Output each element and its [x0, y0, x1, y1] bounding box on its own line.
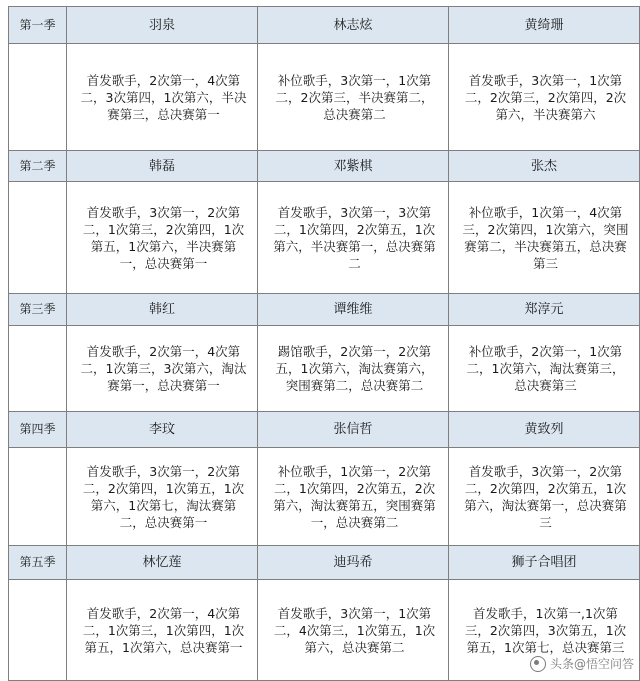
singer-name: 狮子合唱团 [449, 546, 640, 580]
singer-result [67, 326, 258, 412]
singer-result-text: 首发歌手，1次第一,1次第 三，2次第四，3次第五，1次 第五，1次第七，总决赛第三 [455, 605, 636, 656]
empty-cell [9, 326, 67, 412]
singer-result [67, 580, 258, 681]
singer-result-text: 首发歌手，2次第一，4次第 二，1次第三，3次第六，淘汰 赛第一，总决赛第一 [73, 343, 254, 394]
singer-name: 张杰 [449, 151, 640, 182]
singer-name: 郑淳元 [449, 294, 640, 326]
singer-result-text: 补位歌手，3次第一，1次第 二，2次第三，半决赛第二， 总决赛第二 [264, 72, 445, 123]
singer-result [67, 448, 258, 546]
empty-cell [9, 580, 67, 681]
singer-name: 黄致列 [449, 412, 640, 448]
season-label: 第二季 [9, 151, 67, 182]
singer-result [449, 448, 640, 546]
singer-name: 邓紫棋 [258, 151, 449, 182]
season-label: 第三季 [9, 294, 67, 326]
singer-name: 韩磊 [67, 151, 258, 182]
singer-result-text: 首发歌手，3次第一，3次第 二，1次第四，2次第五，1次 第六，半决赛第一，总决赛第 二 [264, 204, 445, 272]
empty-cell [9, 448, 67, 546]
singer-result-text: 补位歌手，2次第一，1次第 二，1次第六，淘汰赛第三， 总决赛第三 [455, 343, 636, 394]
singer-result [258, 448, 449, 546]
singer-result-text: 补位歌手，1次第一，2次第 二，1次第四，2次第五，2次 第六，淘汰赛第五，突围赛第 一，总决赛第二 [264, 463, 445, 531]
singer-result-text: 首发歌手，2次第一，4次第 二，1次第三，1次第四，1次 第五，1次第六，总决赛第一 [73, 605, 254, 656]
singer-result-text: 首发歌手，3次第一，1次第 二，2次第三，2次第四，2次 第六，半决赛第六 [455, 72, 636, 123]
singer-name: 林忆莲 [67, 546, 258, 580]
singer-name: 张信哲 [258, 412, 449, 448]
empty-cell [9, 44, 67, 151]
singer-result-text: 补位歌手，1次第一，4次第 三，2次第四，1次第六，突围 赛第二，半决赛第五，总决赛 第三 [455, 204, 636, 272]
singer-result [67, 182, 258, 294]
season-label: 第五季 [9, 546, 67, 580]
singer-result-text: 踢馆歌手，2次第一，2次第 五，1次第六，淘汰赛第六， 突围赛第二，总决赛第二 [264, 343, 445, 394]
singer-result [449, 182, 640, 294]
singer-name: 迪玛希 [258, 546, 449, 580]
season-label: 第四季 [9, 412, 67, 448]
singer-result-text: 首发歌手，3次第一，2次第 二，2次第四，1次第五，1次 第六，1次第七，淘汰赛第 二，总决赛第一 [73, 463, 254, 531]
empty-cell [9, 182, 67, 294]
singer-name: 黄绮珊 [449, 7, 640, 44]
singer-name: 羽泉 [67, 7, 258, 44]
singer-result [258, 326, 449, 412]
singer-result-text: 首发歌手，3次第一，2次第 二，1次第三，2次第四，1次 第五，1次第六，半决赛第 一，总决赛第一 [73, 204, 254, 272]
watermark [530, 655, 634, 672]
wukong-logo-icon [530, 656, 546, 672]
singer-result [449, 44, 640, 151]
watermark-text: 头条@悟空问答 [550, 655, 634, 672]
singer-name: 谭维维 [258, 294, 449, 326]
singer-result-text: 首发歌手，2次第一，4次第 二，3次第四，1次第六，半决 赛第三，总决赛第一 [73, 72, 254, 123]
singer-result [449, 326, 640, 412]
singer-name: 李玟 [67, 412, 258, 448]
singer-result [258, 182, 449, 294]
singer-name: 韩红 [67, 294, 258, 326]
singer-result [258, 44, 449, 151]
singer-name: 林志炫 [258, 7, 449, 44]
singer-result-text: 首发歌手，3次第一，1次第 二，4次第三，1次第五，1次 第六，总决赛第二 [264, 605, 445, 656]
singer-result [67, 44, 258, 151]
season-label: 第一季 [9, 7, 67, 44]
singer-result-text: 首发歌手，3次第一，2次第 二，2次第四，2次第五，1次 第六，淘汰赛第一，总决赛第 三 [455, 463, 636, 531]
singer-result [258, 580, 449, 681]
results-table [8, 6, 640, 681]
